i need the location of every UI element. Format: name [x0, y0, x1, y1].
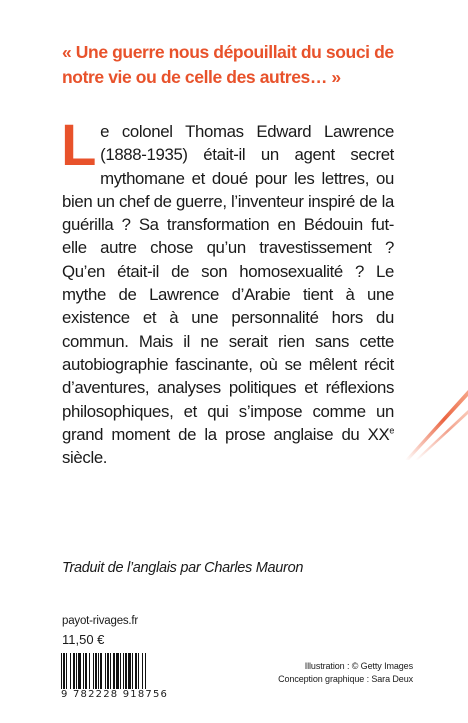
design-credit: Conception graphique : Sara Deux	[278, 674, 413, 684]
drop-cap: L	[61, 113, 97, 178]
publisher-website: payot-rivages.fr	[62, 615, 139, 627]
barcode-bars	[59, 653, 175, 689]
blurb-text-end: siècle.	[62, 448, 108, 468]
translator-credit: Traduit de l’anglais par Charles Mauron	[62, 560, 304, 576]
isbn-barcode	[59, 653, 175, 700]
price: 11,50 €	[62, 632, 105, 647]
credits-block	[278, 660, 413, 686]
orange-light-streak	[405, 330, 468, 460]
barcode-number: 9 782228 918756	[61, 689, 169, 700]
cover-quote: « Une guerre nous dépouillait du souci de notre vie ou de celle des autres… »	[62, 42, 394, 87]
blurb-text: e colonel Thomas Edward Lawrence (1888-1935) était-il un agent secret mythomane et doué pour les lettres, ou bien un chef de guerre, l’inventeur inspiré de la guérilla ? Sa transformation en Bédouin fut-elle autre chose qu’un travestissement ? Qu’en était-il de son homosexualité ? Le mythe de Lawrence d’Arabie tient à une existence et à une personnalité hors du commun. Mais il ne serait rien sans cette autobiographie fascinante, où se mêlent récit d’aventures, analyses politiques et réflexions philosophiques, et qui s’impose comme un grand moment de la prose anglaise du XX	[62, 122, 394, 444]
century-superscript: e	[389, 425, 394, 436]
illustration-credit: Illustration : © Getty Images	[304, 661, 413, 671]
blurb-paragraph	[61, 113, 394, 469]
